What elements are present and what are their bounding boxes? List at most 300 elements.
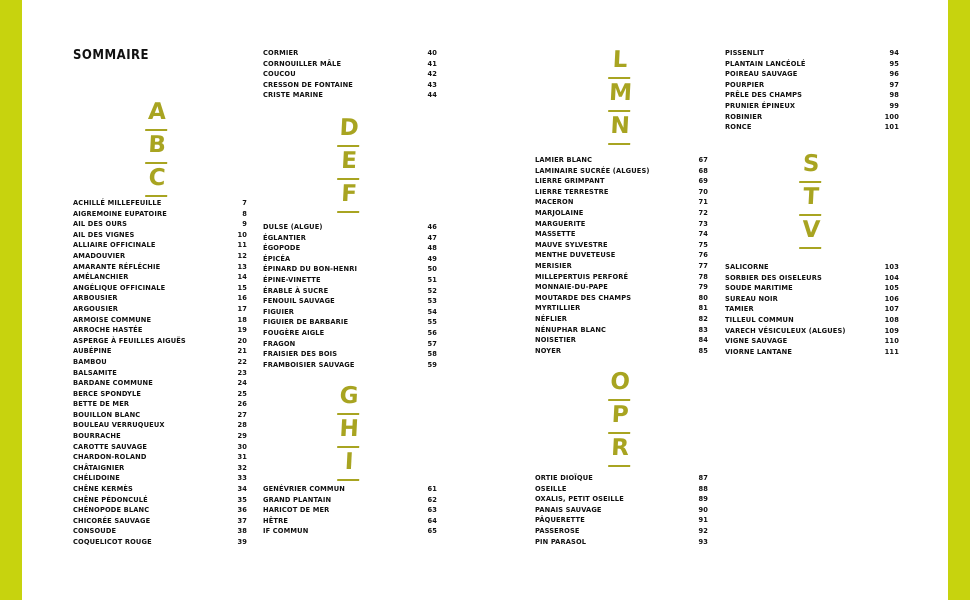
entry-page-number: 19: [237, 325, 247, 335]
toc-entry[interactable]: [263, 339, 437, 350]
entry-title: MACERON: [535, 197, 574, 207]
section-letter: M: [608, 79, 632, 112]
entry-page-number: 103: [884, 262, 899, 271]
toc-entry[interactable]: [73, 516, 247, 527]
entry-title: ROBINIER: [725, 111, 763, 121]
entry-title: FRAGON: [263, 338, 296, 348]
toc-entry[interactable]: [263, 243, 437, 254]
toc-entry[interactable]: [73, 389, 247, 400]
entry-page-number: 76: [698, 250, 708, 260]
entry-page-number: 75: [698, 239, 708, 249]
toc-entry[interactable]: [725, 294, 899, 305]
entry-title: POURPIER: [725, 79, 765, 89]
toc-list-def: [263, 222, 437, 370]
entry-title: NÉFLIER: [535, 313, 568, 323]
entry-title: CRISTE MARINE: [263, 90, 324, 100]
entry-title: SALICORNE: [725, 262, 769, 271]
toc-entry[interactable]: [725, 326, 899, 337]
toc-list-lmn: [535, 155, 708, 356]
section-letter: L: [608, 46, 632, 79]
toc-entry[interactable]: [535, 494, 708, 505]
section-letters-ghi: [338, 382, 360, 481]
toc-entry[interactable]: [73, 219, 247, 230]
toc-entry[interactable]: [535, 505, 708, 516]
toc-entry[interactable]: [263, 233, 437, 244]
entry-title: BOURRACHE: [73, 431, 121, 441]
entry-page-number: 80: [698, 292, 708, 302]
entry-page-number: 57: [427, 338, 437, 348]
entry-page-number: 33: [237, 473, 247, 483]
entry-title: ARGOUSIER: [73, 303, 119, 313]
toc-entry[interactable]: [73, 272, 247, 283]
toc-entry[interactable]: [263, 495, 437, 506]
entry-title: ALLIAIRE OFFICINALE: [73, 240, 156, 250]
entry-title: HÊTRE: [263, 515, 289, 525]
entry-title: HARICOT DE MER: [263, 505, 330, 515]
entry-title: ASPERGE À FEUILLES AIGUËS: [73, 335, 186, 345]
entry-title: OXALIS, PETIT OSEILLE: [535, 494, 624, 504]
entry-title: FENOUIL SAUVAGE: [263, 296, 335, 306]
entry-title: TAMIER: [725, 304, 754, 314]
toc-entry[interactable]: [73, 346, 247, 357]
toc-entry[interactable]: [73, 262, 247, 273]
entry-page-number: 47: [427, 232, 437, 242]
entry-title: AMARANTE RÉFLÉCHIE: [73, 261, 161, 271]
toc-entry[interactable]: [73, 463, 247, 474]
entry-page-number: 22: [237, 356, 247, 366]
entry-title: PÂQUERETTE: [535, 515, 585, 525]
entry-title: FIGUIER: [263, 306, 295, 316]
entry-page-number: 59: [427, 359, 437, 369]
entry-page-number: 16: [237, 293, 247, 303]
section-letters-stv: [800, 150, 822, 249]
entry-page-number: 109: [884, 325, 899, 335]
entry-title: ARROCHE HASTÉE: [73, 325, 143, 335]
toc-entry[interactable]: [725, 48, 899, 59]
section-letter: B: [145, 131, 169, 164]
entry-title: PISSENLIT: [725, 48, 765, 57]
section-letter: F: [337, 180, 361, 213]
toc-entry[interactable]: [73, 304, 247, 315]
toc-entry[interactable]: [73, 399, 247, 410]
entry-title: MONNAIE-DU-PAPE: [535, 282, 609, 292]
entry-title: CHARDON-ROLAND: [73, 452, 147, 462]
toc-entry[interactable]: [263, 505, 437, 516]
entry-page-number: 106: [884, 293, 899, 303]
entry-title: LIERRE TERRESTRE: [535, 186, 609, 196]
entry-page-number: 105: [884, 283, 899, 293]
toc-entry[interactable]: [73, 431, 247, 442]
toc-entry[interactable]: [73, 537, 247, 548]
section-letter: D: [337, 114, 361, 147]
entry-page-number: 21: [237, 346, 247, 356]
entry-title: CRESSON DE FONTAINE: [263, 79, 353, 89]
entry-title: CHÉLIDOINE: [73, 473, 120, 483]
section-letter: H: [337, 415, 361, 448]
entry-page-number: 85: [698, 345, 708, 355]
toc-entry[interactable]: [73, 495, 247, 506]
toc-list-pr-continued: [725, 48, 899, 133]
toc-list-c-continued: [263, 48, 437, 101]
toc-entry[interactable]: [535, 197, 708, 208]
toc-entry[interactable]: [73, 240, 247, 251]
entry-title: PRÊLE DES CHAMPS: [725, 90, 803, 100]
toc-entry[interactable]: [263, 48, 437, 59]
entry-page-number: 36: [237, 505, 247, 515]
toc-entry[interactable]: [263, 328, 437, 339]
entry-page-number: 13: [237, 261, 247, 271]
toc-entry[interactable]: [535, 208, 708, 219]
entry-title: MASSETTE: [535, 229, 576, 239]
entry-page-number: 91: [698, 515, 708, 525]
entry-title: BALSAMITE: [73, 367, 117, 377]
entry-page-number: 64: [427, 515, 437, 525]
entry-page-number: 52: [427, 285, 437, 295]
toc-entry[interactable]: [73, 368, 247, 379]
entry-page-number: 84: [698, 335, 708, 345]
toc-entry[interactable]: [263, 307, 437, 318]
section-letter: N: [608, 112, 632, 145]
entry-page-number: 49: [427, 253, 437, 263]
entry-page-number: 61: [427, 484, 437, 493]
toc-entry[interactable]: [725, 262, 899, 273]
toc-entry[interactable]: [535, 187, 708, 198]
entry-page-number: 68: [698, 165, 708, 175]
entry-page-number: 77: [698, 260, 708, 270]
entry-page-number: 73: [698, 218, 708, 228]
toc-entry[interactable]: [263, 264, 437, 275]
section-letters-abc: [146, 98, 168, 197]
entry-title: FRAMBOISIER SAUVAGE: [263, 359, 355, 369]
toc-entry[interactable]: [725, 273, 899, 284]
entry-page-number: 81: [698, 303, 708, 313]
toc-entry[interactable]: [535, 473, 708, 484]
toc-entry[interactable]: [535, 250, 708, 261]
toc-entry[interactable]: [725, 101, 899, 112]
toc-list-opr: [535, 473, 708, 547]
entry-title: GENÉVRIER COMMUN: [263, 484, 345, 493]
toc-entry[interactable]: [263, 484, 437, 495]
toc-entry[interactable]: [73, 315, 247, 326]
entry-title: VARECH VÉSICULEUX (ALGUES): [725, 325, 846, 335]
toc-entry[interactable]: [535, 335, 708, 346]
entry-page-number: 12: [237, 250, 247, 260]
entry-title: BOULEAU VERRUQUEUX: [73, 420, 165, 430]
toc-entry[interactable]: [263, 222, 437, 233]
toc-entry[interactable]: [73, 378, 247, 389]
toc-entry[interactable]: [263, 90, 437, 101]
entry-page-number: 100: [884, 111, 899, 121]
entry-title: ANGÉLIQUE OFFICINALE: [73, 282, 166, 292]
toc-entry[interactable]: [535, 166, 708, 177]
toc-entry[interactable]: [535, 229, 708, 240]
entry-page-number: 18: [237, 314, 247, 324]
toc-entry[interactable]: [725, 90, 899, 101]
entry-title: DULSE (ALGUE): [263, 222, 323, 231]
entry-title: MERISIER: [535, 260, 572, 270]
section-letters-def: [338, 114, 360, 213]
toc-entry[interactable]: [263, 296, 437, 307]
entry-page-number: 8: [242, 208, 247, 218]
toc-entry[interactable]: [535, 219, 708, 230]
entry-page-number: 14: [237, 272, 247, 282]
entry-title: BOUILLON BLANC: [73, 409, 141, 419]
entry-title: ÉPINE-VINETTE: [263, 274, 321, 284]
entry-title: SUREAU NOIR: [725, 293, 778, 303]
toc-entry[interactable]: [263, 69, 437, 80]
entry-title: MARGUERITE: [535, 218, 586, 228]
toc-entry[interactable]: [263, 80, 437, 91]
toc-entry[interactable]: [725, 69, 899, 80]
entry-page-number: 34: [237, 484, 247, 494]
entry-title: AIGREMOINE EUPATOIRE: [73, 208, 167, 218]
entry-page-number: 28: [237, 420, 247, 430]
toc-entry[interactable]: [535, 346, 708, 357]
entry-page-number: 74: [698, 229, 708, 239]
toc-list-ghi: [263, 484, 437, 537]
entry-title: FIGUIER DE BARBARIE: [263, 317, 349, 327]
entry-page-number: 20: [237, 335, 247, 345]
toc-entry[interactable]: [725, 347, 899, 358]
entry-page-number: 69: [698, 176, 708, 186]
toc-list-abc: [73, 198, 247, 548]
entry-title: LIERRE GRIMPANT: [535, 176, 605, 186]
page-title: SOMMAIRE: [73, 48, 150, 63]
entry-page-number: 50: [427, 264, 437, 274]
toc-entry[interactable]: [535, 526, 708, 537]
toc-entry[interactable]: [263, 286, 437, 297]
right-accent-bar: [948, 0, 970, 600]
entry-page-number: 35: [237, 494, 247, 504]
toc-entry[interactable]: [535, 314, 708, 325]
entry-page-number: 71: [698, 197, 708, 207]
toc-entry[interactable]: [73, 293, 247, 304]
entry-page-number: 90: [698, 504, 708, 514]
entry-title: CAROTTE SAUVAGE: [73, 441, 148, 451]
entry-title: MARJOLAINE: [535, 207, 584, 217]
entry-title: PIN PARASOL: [535, 536, 587, 546]
toc-entry[interactable]: [535, 240, 708, 251]
entry-title: LAMINAIRE SUCRÉE (ALGUES): [535, 165, 650, 175]
entry-page-number: 88: [698, 483, 708, 493]
toc-entry[interactable]: [263, 59, 437, 70]
entry-title: NOISETIER: [535, 335, 577, 345]
entry-title: NÉNUPHAR BLANC: [535, 324, 607, 334]
toc-entry[interactable]: [725, 304, 899, 315]
toc-entry[interactable]: [725, 336, 899, 347]
entry-page-number: 41: [427, 58, 437, 68]
entry-title: ÉPINARD DU BON-HENRI: [263, 264, 358, 274]
toc-entry[interactable]: [73, 526, 247, 537]
entry-page-number: 72: [698, 207, 708, 217]
entry-title: ACHILLÉ MILLEFEUILLE: [73, 198, 162, 207]
toc-entry[interactable]: [263, 526, 437, 537]
entry-title: ÉPICÉA: [263, 253, 291, 263]
entry-page-number: 65: [427, 526, 437, 536]
entry-page-number: 63: [427, 505, 437, 515]
entry-title: ÉRABLE À SUCRE: [263, 285, 329, 295]
entry-title: PASSEROSE: [535, 525, 580, 535]
toc-entry[interactable]: [73, 357, 247, 368]
toc-entry[interactable]: [73, 209, 247, 220]
toc-entry[interactable]: [725, 315, 899, 326]
toc-entry[interactable]: [73, 452, 247, 463]
section-letter: O: [608, 368, 632, 401]
toc-entry[interactable]: [263, 360, 437, 371]
entry-page-number: 44: [427, 90, 437, 100]
toc-entry[interactable]: [73, 420, 247, 431]
entry-page-number: 92: [698, 525, 708, 535]
toc-entry[interactable]: [535, 293, 708, 304]
toc-entry[interactable]: [263, 516, 437, 527]
toc-entry[interactable]: [535, 272, 708, 283]
entry-title: POIREAU SAUVAGE: [725, 69, 798, 79]
entry-title: OSEILLE: [535, 483, 567, 493]
entry-title: CONSOUDE: [73, 526, 117, 536]
entry-page-number: 40: [427, 48, 437, 57]
entry-page-number: 55: [427, 317, 437, 327]
entry-page-number: 107: [884, 304, 899, 314]
entry-title: SORBIER DES OISELEURS: [725, 272, 822, 282]
entry-page-number: 95: [889, 58, 899, 68]
entry-page-number: 11: [237, 240, 247, 250]
entry-page-number: 99: [889, 100, 899, 110]
entry-title: AMADOUVIER: [73, 250, 126, 260]
toc-entry[interactable]: [73, 198, 247, 209]
section-letters-opr: [609, 368, 631, 467]
entry-title: PLANTAIN LANCÉOLÉ: [725, 58, 806, 68]
toc-entry[interactable]: [535, 537, 708, 548]
toc-entry[interactable]: [535, 176, 708, 187]
entry-page-number: 25: [237, 388, 247, 398]
entry-title: BARDANE COMMUNE: [73, 378, 153, 388]
entry-title: COUCOU: [263, 69, 296, 79]
entry-title: BETTE DE MER: [73, 399, 130, 409]
section-letter: V: [799, 216, 823, 249]
entry-title: ÉGOPODE: [263, 243, 301, 253]
toc-entry[interactable]: [263, 349, 437, 360]
toc-entry[interactable]: [73, 283, 247, 294]
toc-entry[interactable]: [263, 317, 437, 328]
entry-page-number: 87: [698, 473, 708, 482]
toc-entry[interactable]: [535, 155, 708, 166]
entry-page-number: 10: [237, 229, 247, 239]
toc-entry[interactable]: [73, 230, 247, 241]
entry-title: RONCE: [725, 122, 752, 132]
entry-page-number: 38: [237, 526, 247, 536]
entry-page-number: 97: [889, 79, 899, 89]
entry-title: COQUELICOT ROUGE: [73, 537, 152, 546]
entry-page-number: 51: [427, 274, 437, 284]
toc-entry[interactable]: [535, 325, 708, 336]
toc-entry[interactable]: [535, 515, 708, 526]
section-letter: I: [337, 448, 361, 481]
toc-entry[interactable]: [73, 251, 247, 262]
entry-page-number: 111: [884, 346, 899, 356]
entry-title: PANAIS SAUVAGE: [535, 504, 602, 514]
entry-title: MILLEPERTUIS PERFORÉ: [535, 271, 629, 281]
entry-title: MENTHE DUVETEUSE: [535, 250, 616, 260]
toc-entry[interactable]: [725, 283, 899, 294]
entry-page-number: 62: [427, 494, 437, 504]
toc-entry[interactable]: [73, 336, 247, 347]
entry-title: TILLEUL COMMUN: [725, 314, 794, 324]
entry-page-number: 54: [427, 306, 437, 316]
toc-entry[interactable]: [535, 484, 708, 495]
section-letters-lmn: [609, 46, 631, 145]
entry-title: GRAND PLANTAIN: [263, 494, 332, 504]
entry-title: NOYER: [535, 345, 562, 355]
toc-entry[interactable]: [535, 261, 708, 272]
entry-title: MYRTILLIER: [535, 303, 581, 313]
toc-entry[interactable]: [73, 473, 247, 484]
entry-title: AUBÉPINE: [73, 346, 112, 356]
toc-entry[interactable]: [725, 122, 899, 133]
section-letter: P: [608, 401, 632, 434]
entry-title: CHÊNE KERMÈS: [73, 484, 133, 494]
entry-title: AMÉLANCHIER: [73, 272, 129, 282]
entry-page-number: 43: [427, 79, 437, 89]
toc-entry[interactable]: [73, 484, 247, 495]
entry-page-number: 83: [698, 324, 708, 334]
entry-title: CHICORÉE SAUVAGE: [73, 515, 151, 525]
entry-page-number: 39: [237, 537, 247, 546]
entry-page-number: 101: [884, 122, 899, 132]
entry-title: FOUGÈRE AIGLE: [263, 327, 325, 337]
section-letter: C: [145, 164, 169, 197]
entry-page-number: 37: [237, 515, 247, 525]
entry-page-number: 104: [884, 272, 899, 282]
entry-title: ORTIE DIOÏQUE: [535, 473, 593, 482]
toc-entry[interactable]: [73, 325, 247, 336]
toc-entry[interactable]: [725, 59, 899, 70]
entry-page-number: 56: [427, 327, 437, 337]
entry-title: AIL DES VIGNES: [73, 229, 135, 239]
entry-title: CHÊNE PÉDONCULÉ: [73, 494, 148, 504]
entry-page-number: 30: [237, 441, 247, 451]
entry-title: ARBOUSIER: [73, 293, 118, 303]
section-letter: G: [337, 382, 361, 415]
toc-entry[interactable]: [263, 254, 437, 265]
toc-entry[interactable]: [535, 303, 708, 314]
entry-page-number: 42: [427, 69, 437, 79]
section-letter: A: [145, 98, 169, 131]
entry-title: MOUTARDE DES CHAMPS: [535, 292, 632, 302]
entry-page-number: 48: [427, 243, 437, 253]
entry-title: IF COMMUN: [263, 526, 309, 536]
entry-title: CORNOUILLER MÂLE: [263, 58, 342, 68]
toc-entry[interactable]: [73, 410, 247, 421]
toc-entry[interactable]: [263, 275, 437, 286]
entry-title: ARMOISE COMMUNE: [73, 314, 152, 324]
toc-entry[interactable]: [725, 80, 899, 91]
entry-page-number: 46: [427, 222, 437, 231]
entry-title: CORMIER: [263, 48, 299, 57]
toc-entry[interactable]: [73, 505, 247, 516]
toc-entry[interactable]: [535, 282, 708, 293]
toc-entry[interactable]: [73, 442, 247, 453]
section-letter: R: [608, 434, 632, 467]
entry-page-number: 15: [237, 282, 247, 292]
toc-entry[interactable]: [725, 112, 899, 123]
entry-page-number: 82: [698, 313, 708, 323]
entry-page-number: 94: [889, 48, 899, 57]
entry-page-number: 32: [237, 462, 247, 472]
section-letter: S: [799, 150, 823, 183]
entry-page-number: 29: [237, 431, 247, 441]
entry-page-number: 89: [698, 494, 708, 504]
entry-page-number: 26: [237, 399, 247, 409]
